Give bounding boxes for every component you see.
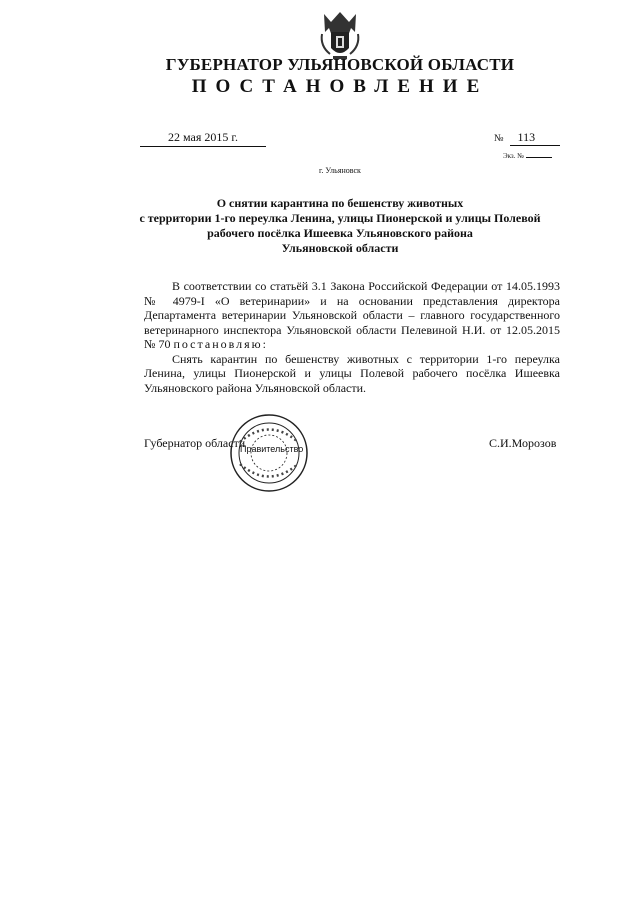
document-type-title: ПОСТАНОВЛЕНИЕ	[191, 76, 489, 97]
org-title: ГУБЕРНАТОР УЛЬЯНОВСКОЙ ОБЛАСТИ	[165, 55, 515, 74]
body-paragraph: Снять карантин по бешенству животных с территории 1-го переулка Ленина, улицы Пионерской и улицы Полевой рабочего посёлка Ишеевка Ульяновского района Ульяновской области.	[144, 351, 560, 395]
decree-word: постановляю:	[173, 337, 268, 351]
subject-line: с территории 1-го переулка Ленина, улицы Пионерской и улицы Полевой	[139, 211, 541, 225]
body-paragraph-text: В соответствии со статьёй 3.1 Закона Российской Федерации от 14.05.1993 № 4979-I «О ветеринарии» и на основании представления директора Департамента ветеринарии Ульяновской области – главного государственного ветеринарного инспектора Ульяновской области Пелевиной Н.И. от 12.05.2015 № 70	[144, 279, 560, 351]
subject-line: рабочего посёлка Ишеевка Ульяновского района	[207, 226, 473, 240]
document-body	[144, 279, 560, 395]
signatory-name: С.И.Морозов	[489, 436, 557, 450]
signatory-title: Губернатор области	[144, 436, 246, 450]
seal-text: Правительство	[240, 444, 304, 454]
document-date: 22 мая 2015 г.	[140, 130, 266, 147]
number-label: №	[494, 133, 504, 144]
subject-line: О снятии карантина по бешенству животных	[216, 196, 464, 210]
copy-number	[503, 152, 552, 160]
copy-blank	[526, 157, 552, 158]
number-value: 113	[510, 130, 560, 146]
body-paragraph	[144, 279, 560, 352]
subject-line: Ульяновской области	[281, 241, 399, 255]
document-subject	[120, 196, 560, 256]
city-line: г. Ульяновск	[319, 166, 361, 175]
copy-label: Экз. №	[503, 152, 524, 160]
document-number	[494, 130, 560, 146]
